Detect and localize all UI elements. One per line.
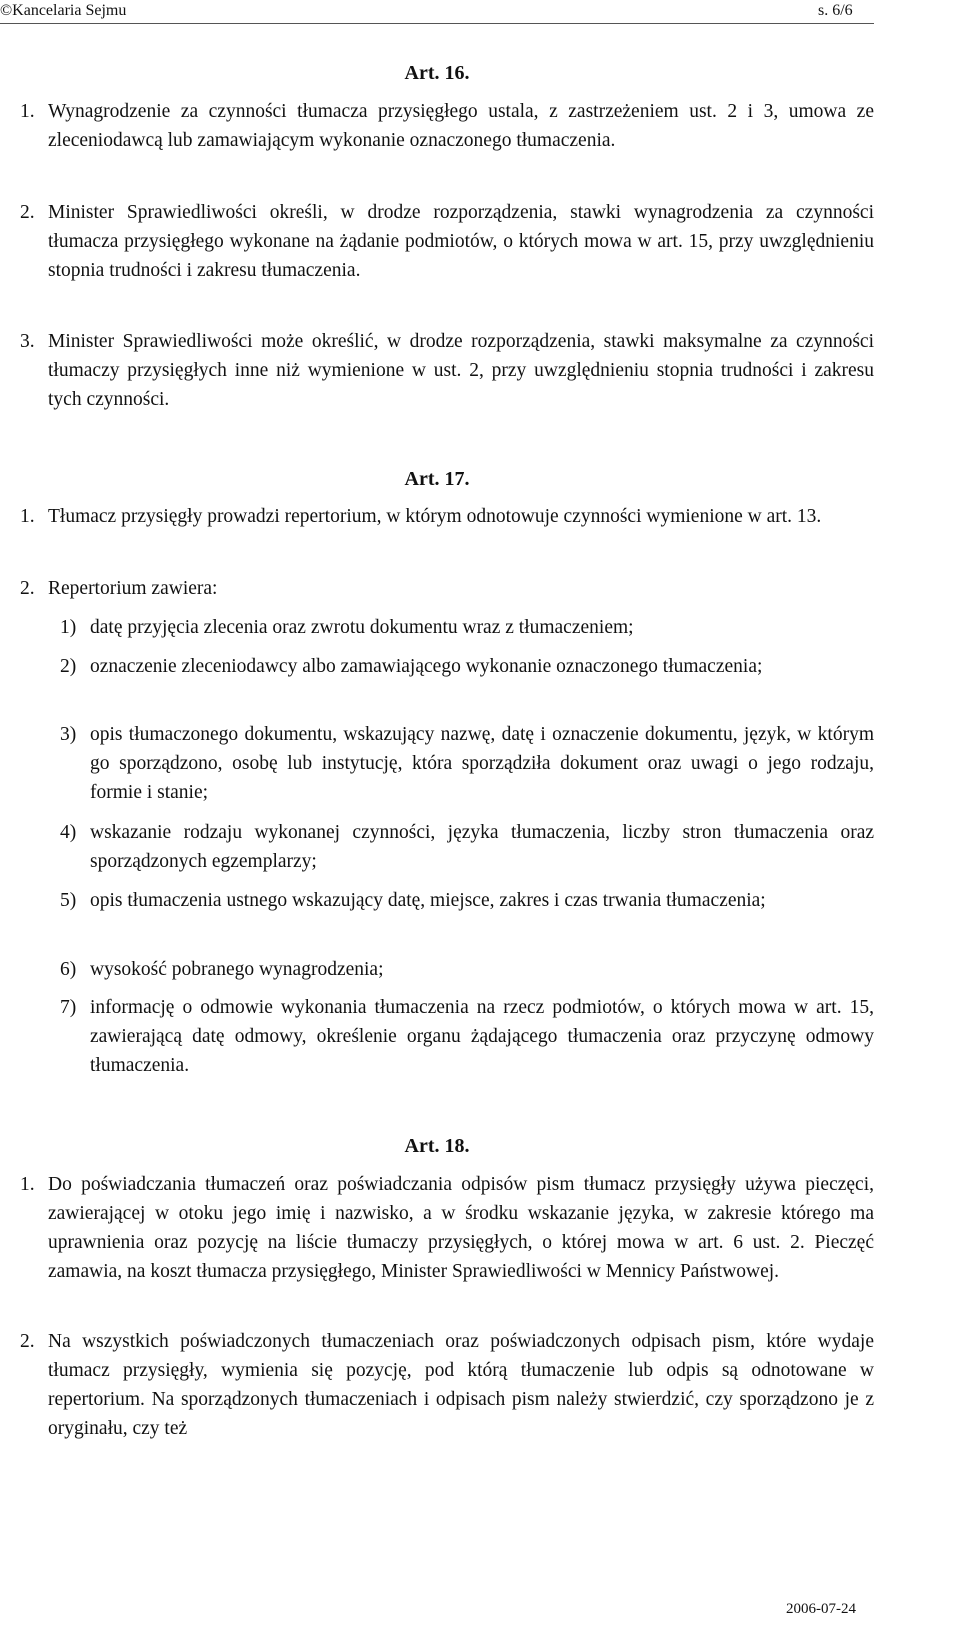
paragraph-number: 1. <box>20 506 35 527</box>
list-item-text: wskazanie rodzaju wykonanej czynności, języka tłumaczenia, liczby stron tłumaczenia oraz sporządzonych egzemplarzy; <box>90 822 874 872</box>
paragraph-text: Tłumacz przysięgły prowadzi repertorium, w którym odnotowuje czynności wymienione w art. 13. <box>48 506 822 527</box>
paragraph-text: Do poświadczania tłumaczeń oraz poświadczania odpisów pism tłumacz przysięgły używa pieczęci, zawierającej w otoku jego imię i nazwisko, a w środku wskazanie języka, w zakresie którego ma uprawnienia oraz pozycję na liście tłumaczy przysięgłych, o której mowa w art. 6 ust. 2. Pieczęć zamawia, na koszt tłumacza przysięgłego, Minister Sprawiedliwości w Mennicy Państwowej. <box>48 1174 874 1282</box>
paragraph-number: 2. <box>20 578 35 599</box>
article-17-paragraph-2 <box>20 574 874 603</box>
paragraph-number: 1. <box>20 1174 35 1195</box>
list-item <box>60 886 874 915</box>
list-item <box>60 652 874 681</box>
article-16-title: Art. 16. <box>404 62 470 84</box>
list-item-text: informację o odmowie wykonania tłumaczenia na rzecz podmiotów, o których mowa w art. 15, zawierającą datę odmowy, określenie organu żądającego tłumaczenia oraz przyczynę odmowy tłumaczenia. <box>90 997 874 1076</box>
paragraph-text: Na wszystkich poświadczonych tłumaczeniach oraz poświadczonych odpisach pism, które wydaje tłumacz przysięgły, wymienia się pozycję, pod którą tłumaczenie lub odpis są odnotowane w repertorium. Na sporządzonych tłumaczeniach i odpisach pism należy stwierdzić, czy sporządzono je z oryginału, czy też <box>48 1331 874 1439</box>
paragraph-text: Repertorium zawiera: <box>48 578 218 599</box>
list-item <box>60 613 874 642</box>
list-item-text: opis tłumaczonego dokumentu, wskazujący nazwę, datę i oznaczenie dokumentu, język, w którym go sporządzono, osobę lub instytucję, która sporządziła dokument oraz uwagi o jego rodzaju, formie i stanie; <box>90 724 874 803</box>
list-item-number: 2) <box>60 656 77 677</box>
article-17-paragraph-1 <box>20 502 874 531</box>
paragraph-number: 2. <box>20 202 35 223</box>
list-item <box>60 955 874 984</box>
list-item-text: oznaczenie zleceniodawcy albo zamawiającego wykonanie oznaczonego tłumaczenia; <box>90 656 763 677</box>
article-18-paragraph-2 <box>20 1327 874 1443</box>
paragraph-number: 3. <box>20 331 35 352</box>
article-16-paragraph-3 <box>20 327 874 414</box>
article-16-paragraph-2 <box>20 198 874 285</box>
list-item-number: 3) <box>60 724 77 745</box>
list-item-text: opis tłumaczenia ustnego wskazujący datę, miejsce, zakres i czas trwania tłumaczenia; <box>90 890 766 911</box>
list-item-number: 1) <box>60 617 77 638</box>
list-item <box>60 720 874 807</box>
list-item-number: 6) <box>60 959 77 980</box>
paragraph-number: 1. <box>20 101 35 122</box>
paragraph-text: Minister Sprawiedliwości może określić, w drodze rozporządzenia, stawki maksymalne za czynności tłumaczy przysięgłych inne niż wymienione w ust. 2, przy uwzględnieniu stopnia trudności i zakresu tych czynności. <box>48 331 874 410</box>
article-18-paragraph-1 <box>20 1170 874 1286</box>
article-16-paragraph-1 <box>20 97 874 155</box>
header-page-number: s. 6/6 <box>818 2 853 19</box>
paragraph-text: Wynagrodzenie za czynności tłumacza przysięgłego ustala, z zastrzeżeniem ust. 2 i 3, umowa ze zleceniodawcą lub zamawiającym wykonanie oznaczonego tłumaczenia. <box>48 101 874 151</box>
list-item-text: datę przyjęcia zlecenia oraz zwrotu dokumentu wraz z tłumaczeniem; <box>90 617 634 638</box>
header-source: ©Kancelaria Sejmu <box>0 2 127 19</box>
list-item-number: 7) <box>60 997 77 1018</box>
list-item <box>60 818 874 876</box>
list-item <box>60 993 874 1080</box>
article-18-title: Art. 18. <box>404 1135 470 1157</box>
list-item-text: wysokość pobranego wynagrodzenia; <box>90 959 384 980</box>
paragraph-number: 2. <box>20 1331 35 1352</box>
paragraph-text: Minister Sprawiedliwości określi, w drodze rozporządzenia, stawki wynagrodzenia za czynności tłumacza przysięgłego wykonane na żądanie podmiotów, o których mowa w art. 15, przy uwzględnieniu stopnia trudności i zakresu tłumaczenia. <box>48 202 874 281</box>
footer-date: 2006-07-24 <box>786 1601 856 1617</box>
list-item-number: 4) <box>60 822 77 843</box>
list-item-number: 5) <box>60 890 77 911</box>
header-divider <box>0 23 874 24</box>
article-17-title: Art. 17. <box>404 468 470 490</box>
